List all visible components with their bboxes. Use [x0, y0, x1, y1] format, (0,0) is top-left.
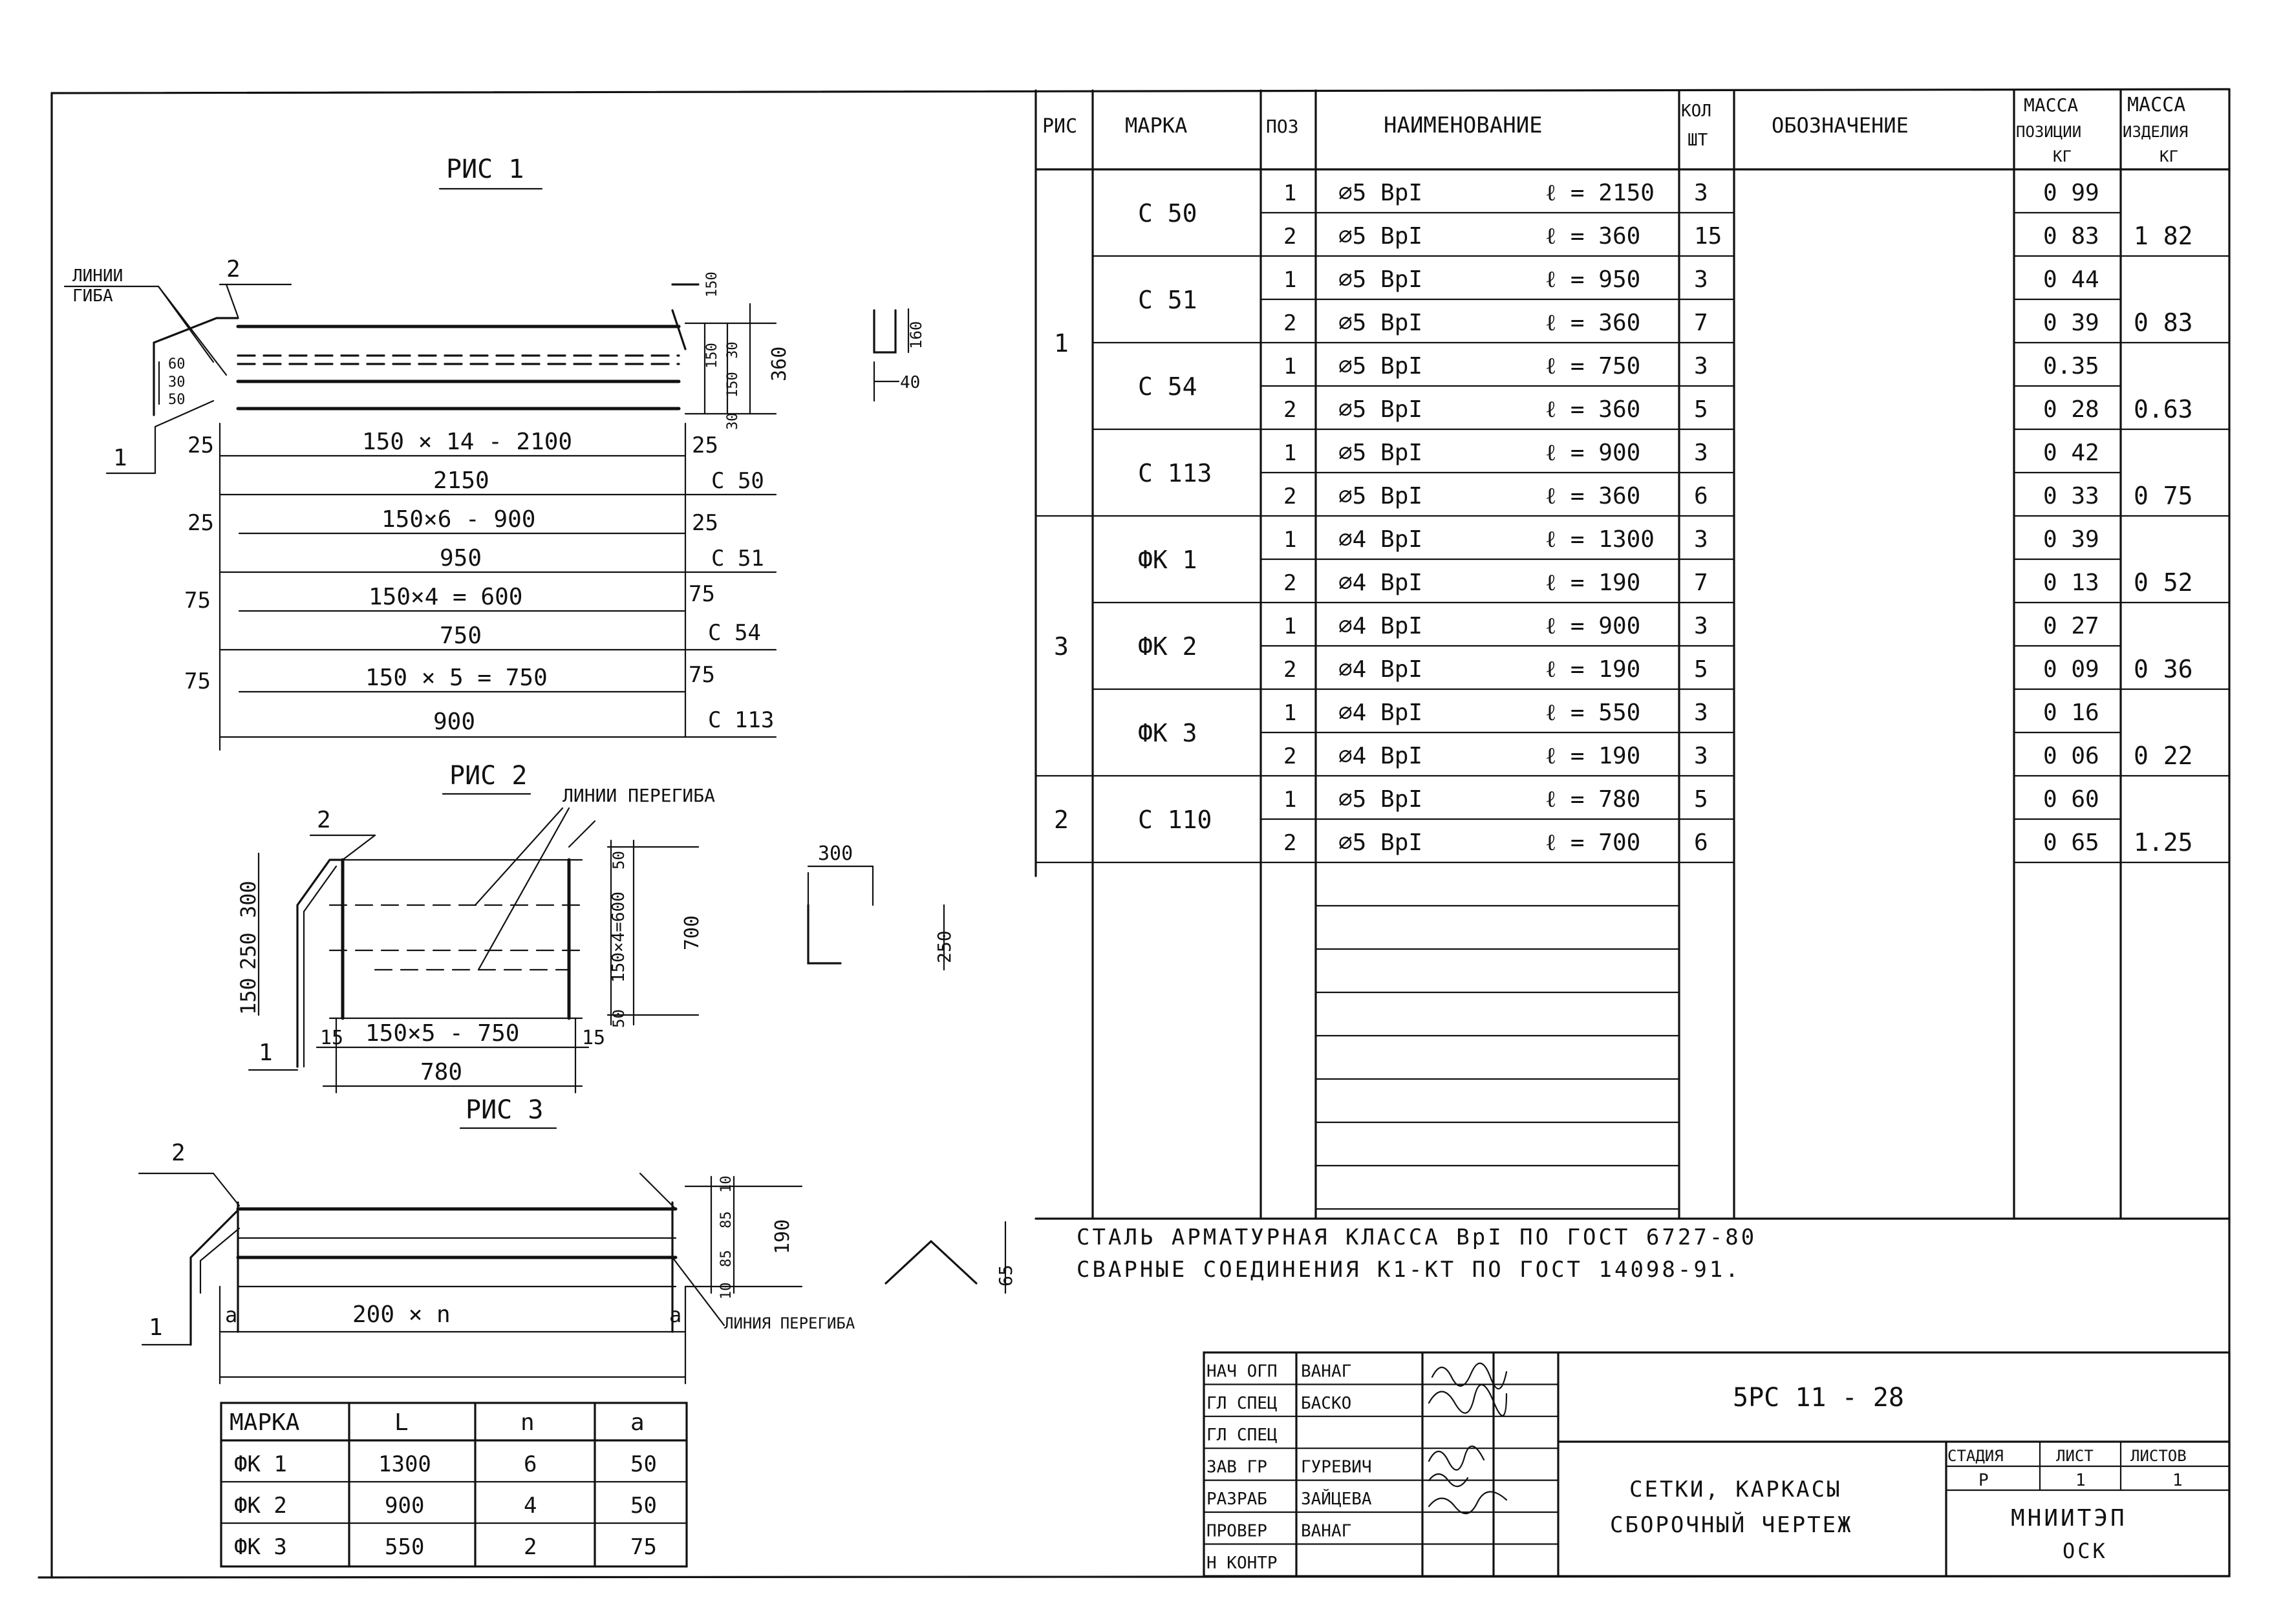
spec-mark: ФК 2: [1138, 632, 1197, 661]
sheets-value: 1: [2172, 1471, 2183, 1490]
fig1-side-dim-4: 150: [725, 372, 741, 398]
spec-mass-pos: 0 27: [2043, 613, 2099, 639]
spec-mass-item: 0.63: [2134, 395, 2193, 423]
spec-length: ℓ = 190: [1545, 743, 1641, 769]
fig2-end-1: 15: [320, 1027, 344, 1049]
spec-diameter: ⌀5 BpI: [1338, 786, 1423, 813]
fig1-side-dim-1: 150: [704, 272, 720, 297]
spec-length: ℓ = 190: [1545, 656, 1641, 683]
note-2: СВАРНЫЕ СОЕДИНЕНИЯ К1-КТ ПО ГОСТ 14098-91.: [1077, 1257, 1741, 1283]
title-block-role: ПРОВЕР: [1206, 1521, 1267, 1541]
fig1-row4-mark: С 113: [708, 707, 775, 733]
signatures: [1429, 1363, 1506, 1513]
frame-table-r2-c2: 900: [385, 1493, 425, 1519]
spec-mass-pos: 0 60: [2043, 786, 2099, 813]
fig2-length: 780: [420, 1059, 463, 1085]
spec-diameter: ⌀4 BpI: [1338, 656, 1423, 683]
frame-table-r1-c3: 6: [524, 1451, 537, 1477]
frame-table-r1-c1: ФК 1: [234, 1451, 287, 1477]
spec-qty: 5: [1694, 656, 1708, 683]
drawing-title-1: СЕТКИ, КАРКАСЫ: [1629, 1477, 1842, 1502]
fig2-title: РИС 2: [449, 761, 528, 791]
fig1-title: РИС 1: [446, 155, 524, 184]
spec-mass-pos: 0 65: [2043, 829, 2099, 856]
spec-header-oboz: ОБОЗНАЧЕНИЕ: [1772, 113, 1909, 138]
fig3-side-dim-5: 190: [771, 1219, 794, 1254]
spec-rows: [1036, 180, 2229, 862]
spec-length: ℓ = 750: [1545, 353, 1641, 379]
spec-poz: 1: [1283, 354, 1297, 379]
figure-3-frame: [139, 1095, 1016, 1384]
spec-length: ℓ = 950: [1545, 266, 1641, 293]
fig2-left-dim-1: 300: [236, 881, 261, 918]
frame-table-header-l: L: [394, 1409, 409, 1436]
spec-mass-pos: 0 44: [2043, 266, 2099, 293]
fig1-side-dim-5: 30: [725, 412, 741, 430]
spec-poz: 2: [1283, 310, 1297, 336]
fig2-spacing: 150×5 - 750: [365, 1020, 520, 1047]
fig1-row2-spacing: 150×6 - 900: [381, 506, 536, 533]
spec-length: ℓ = 1300: [1545, 526, 1655, 553]
title-block-role: РАЗРАБ: [1206, 1490, 1267, 1509]
fig3-side-dim-4: 10: [718, 1282, 734, 1299]
fig1-row3-length: 750: [440, 623, 482, 649]
spec-diameter: ⌀5 BpI: [1338, 396, 1423, 423]
frame-table-r2-c4: 50: [630, 1493, 657, 1519]
spec-header-mass-pos-2: ПОЗИЦИИ: [2016, 123, 2082, 141]
fig2-right-dim-1: 50: [610, 851, 628, 870]
spec-poz: 1: [1283, 180, 1297, 206]
spec-length: ℓ = 900: [1545, 440, 1641, 466]
spec-header-mass-item-2: ИЗДЕЛИЯ: [2123, 123, 2189, 141]
spec-mark: С 113: [1138, 459, 1212, 487]
title-block-rows: [1204, 1362, 1558, 1572]
fig2-left-dim-2: 250: [236, 932, 261, 970]
fig1-left-dim-3: 50: [168, 392, 186, 408]
spec-poz: 1: [1283, 614, 1297, 639]
notes: [1077, 1224, 1757, 1283]
frame-table-header-n: n: [520, 1409, 535, 1436]
spec-qty: 3: [1694, 353, 1708, 379]
spec-header-mass-item-1: МАССА: [2127, 94, 2186, 116]
fig1-row1-length: 2150: [433, 467, 489, 494]
spec-poz: 2: [1283, 570, 1297, 596]
spec-qty: 7: [1694, 310, 1708, 336]
spec-header-mass-pos-3: КГ: [2053, 147, 2072, 166]
fig3-side-dim-3: 85: [718, 1250, 734, 1267]
spec-length: ℓ = 900: [1545, 613, 1641, 639]
title-block-name: ВАНАГ: [1301, 1521, 1352, 1541]
spec-diameter: ⌀4 BpI: [1338, 700, 1423, 726]
spec-mass-pos: 0.35: [2043, 353, 2099, 379]
spec-mass-item: 1 82: [2134, 222, 2193, 250]
fig1-end-2: 25: [692, 433, 718, 458]
spec-mass-pos: 0 06: [2043, 743, 2099, 769]
spec-qty: 3: [1694, 743, 1708, 769]
fig1-end-5: 75: [184, 588, 211, 614]
spec-poz: 1: [1283, 527, 1297, 553]
spec-mass-pos: 0 16: [2043, 700, 2099, 726]
spec-header-mass-item-3: КГ: [2160, 147, 2178, 166]
frame-table-r2-c3: 4: [524, 1493, 537, 1519]
spec-mass-pos: 0 39: [2043, 310, 2099, 336]
title-block-name: ВАНАГ: [1301, 1362, 1352, 1382]
spec-diameter: ⌀4 BpI: [1338, 743, 1423, 769]
stage-value: Р: [1978, 1471, 1989, 1490]
spec-diameter: ⌀5 BpI: [1338, 440, 1423, 466]
fig2-left-dim-3: 150: [236, 978, 261, 1015]
fig1-side-dim-3: 30: [725, 341, 741, 359]
fig3-title: РИС 3: [466, 1095, 544, 1125]
fig1-end-4: 25: [692, 510, 718, 536]
spec-diameter: ⌀4 BpI: [1338, 526, 1423, 553]
spec-diameter: ⌀5 BpI: [1338, 483, 1423, 509]
fig1-row2-length: 950: [440, 545, 482, 572]
drawing-title-2: СБОРОЧНЫЙ ЧЕРТЕЖ: [1610, 1512, 1853, 1538]
spec-empty-rows: [1316, 906, 1679, 1209]
title-block-role: НАЧ ОГП: [1206, 1362, 1278, 1382]
spec-qty: 5: [1694, 786, 1708, 813]
title-block-role: ГЛ СПЕЦ: [1206, 1426, 1278, 1446]
drawing-code: 5РС 11 - 28: [1733, 1383, 1904, 1413]
spec-qty: 3: [1694, 526, 1708, 553]
fig3-pos2: 2: [171, 1140, 186, 1166]
title-block-role: ГЛ СПЕЦ: [1206, 1393, 1278, 1413]
spec-header-ris: РИС: [1042, 115, 1078, 138]
spec-mark: С 110: [1138, 806, 1212, 834]
spec-mass-item: 1.25: [2134, 828, 2193, 857]
fig1-end-7: 75: [184, 668, 211, 694]
fig1-side-dim-6: 360: [768, 346, 791, 381]
spec-header-mass-pos-1: МАССА: [2024, 94, 2079, 116]
spec-length: ℓ = 360: [1545, 223, 1641, 250]
spec-mass-item: 0 36: [2134, 655, 2193, 683]
spec-qty: 6: [1694, 483, 1708, 509]
spec-mass-item: 0 83: [2134, 308, 2193, 337]
organization: МНИИТЭП: [2011, 1505, 2127, 1532]
frame-table-r3-c4: 75: [630, 1534, 657, 1560]
note-1: СТАЛЬ АРМАТУРНАЯ КЛАССА BpI ПО ГОСТ 6727-80: [1077, 1224, 1757, 1250]
spec-diameter: ⌀5 BpI: [1338, 266, 1423, 293]
frame-dimension-table: [221, 1403, 687, 1566]
frame-table-header-marka: МАРКА: [230, 1409, 300, 1436]
sheets-header: ЛИСТОВ: [2130, 1447, 2187, 1465]
specification-table: [1036, 91, 2229, 1219]
spec-header-kol: КОЛ: [1681, 102, 1711, 121]
fig1-row3-spacing: 150×4 = 600: [369, 584, 523, 610]
fig3-side-dim-2: 85: [718, 1211, 734, 1228]
spec-qty: 3: [1694, 700, 1708, 726]
fig1-row1-spacing: 150 × 14 - 2100: [362, 429, 573, 455]
sheet-header: ЛИСТ: [2056, 1447, 2094, 1465]
spec-diameter: ⌀4 BpI: [1338, 570, 1423, 596]
figure-1-mesh: [65, 155, 925, 750]
fig3-end-right: a: [669, 1303, 682, 1327]
fig3-side-dim-1: 10: [718, 1175, 734, 1193]
spec-poz: 2: [1283, 743, 1297, 769]
spec-mass-item: 0 22: [2134, 742, 2193, 770]
sheet-frame: [39, 89, 2229, 1577]
fig1-end-8: 75: [689, 662, 715, 688]
spec-header-name: НАИМЕНОВАНИЕ: [1384, 112, 1543, 138]
spec-diameter: ⌀4 BpI: [1338, 613, 1423, 639]
fig2-right-dim-2: 150×4=600: [609, 892, 628, 983]
fig1-end-3: 25: [188, 510, 214, 536]
spec-diameter: ⌀5 BpI: [1338, 180, 1423, 206]
fig1-left-dim-1: 60: [168, 356, 186, 372]
spec-mark: ФК 1: [1138, 546, 1197, 574]
fig3-bend-label: ЛИНИЯ ПЕРЕГИБА: [724, 1314, 855, 1332]
title-block-role: ЗАВ ГР: [1206, 1457, 1267, 1477]
spec-mass-pos: 0 33: [2043, 483, 2099, 509]
spec-qty: 3: [1694, 266, 1708, 293]
spec-length: ℓ = 360: [1545, 483, 1641, 509]
spec-length: ℓ = 700: [1545, 829, 1641, 856]
fig1-row2-mark: С 51: [711, 546, 764, 572]
fig2-profile-dim-1: 300: [818, 842, 853, 865]
organization-dept: ОСК: [2063, 1539, 2108, 1563]
spec-mass-pos: 0 99: [2043, 180, 2099, 206]
spec-poz: 1: [1283, 700, 1297, 726]
spec-diameter: ⌀5 BpI: [1338, 223, 1423, 250]
fig2-pos1: 1: [259, 1040, 273, 1066]
fig1-side-dim-2: 150: [704, 343, 720, 369]
fig2-height: 700: [681, 915, 703, 950]
spec-mass-pos: 0 83: [2043, 223, 2099, 250]
fig3-angle-dim: 65: [995, 1265, 1016, 1287]
spec-diameter: ⌀5 BpI: [1338, 829, 1423, 856]
fig1-end-1: 25: [188, 433, 214, 458]
sheet-value: 1: [2075, 1471, 2086, 1490]
spec-mass-pos: 0 28: [2043, 396, 2099, 423]
fig1-profile-dim-1: 160: [907, 321, 925, 349]
fig2-pos2: 2: [317, 807, 331, 833]
spec-length: ℓ = 360: [1545, 396, 1641, 423]
title-block: [1204, 1352, 2229, 1576]
spec-poz: 2: [1283, 657, 1297, 683]
spec-mark: ФК 3: [1138, 719, 1197, 747]
spec-length: ℓ = 360: [1545, 310, 1641, 336]
spec-length: ℓ = 780: [1545, 786, 1641, 813]
spec-poz: 2: [1283, 397, 1297, 423]
spec-poz: 1: [1283, 267, 1297, 293]
spec-mass-item: 0 52: [2134, 568, 2193, 597]
spec-qty: 5: [1694, 396, 1708, 423]
spec-header-sht: ШТ: [1688, 131, 1708, 150]
spec-poz: 1: [1283, 787, 1297, 813]
spec-header-poz: ПОЗ: [1266, 116, 1299, 137]
spec-mass-pos: 0 13: [2043, 570, 2099, 596]
fig3-end-left: a: [225, 1303, 238, 1327]
spec-poz: 2: [1283, 224, 1297, 250]
spec-mass-pos: 0 42: [2043, 440, 2099, 466]
spec-ris: 3: [1054, 632, 1069, 661]
spec-qty: 3: [1694, 180, 1708, 206]
spec-qty: 3: [1694, 440, 1708, 466]
spec-mass-pos: 0 39: [2043, 526, 2099, 553]
spec-qty: 7: [1694, 570, 1708, 596]
title-block-name: ГУРЕВИЧ: [1301, 1457, 1372, 1477]
frame-table-r3-c3: 2: [524, 1534, 537, 1560]
frame-table-r1-c2: 1300: [378, 1451, 431, 1477]
title-block-name: БАСКО: [1301, 1393, 1352, 1413]
spec-qty: 3: [1694, 613, 1708, 639]
spec-mark: С 51: [1138, 286, 1197, 314]
spec-length: ℓ = 2150: [1545, 180, 1655, 206]
spec-diameter: ⌀5 BpI: [1338, 353, 1423, 379]
fig1-left-dim-2: 30: [168, 374, 186, 390]
frame-table-r3-c1: ФК 3: [234, 1534, 287, 1560]
spec-length: ℓ = 190: [1545, 570, 1641, 596]
fig1-bend-label-1: ЛИНИИ: [72, 266, 123, 286]
fig1-bend-label-2: ГИБА: [72, 286, 113, 306]
spec-qty: 15: [1694, 223, 1722, 250]
frame-table-r3-c2: 550: [385, 1534, 425, 1560]
spec-poz: 2: [1283, 484, 1297, 509]
fig1-row4-spacing: 150 × 5 = 750: [365, 665, 548, 691]
fig1-row4-length: 900: [433, 709, 476, 735]
fig3-spacing: 200 × n: [352, 1301, 451, 1328]
spec-qty: 6: [1694, 829, 1708, 856]
fig2-right-dim-3: 50: [610, 1009, 628, 1028]
title-block-role: Н КОНТР: [1206, 1553, 1278, 1573]
spec-mass-item: 0 75: [2134, 482, 2193, 510]
fig1-profile-dim-2: 40: [900, 373, 921, 392]
fig1-pos1: 1: [113, 445, 127, 471]
spec-poz: 2: [1283, 830, 1297, 856]
stage-header: СТАДИЯ: [1947, 1447, 2004, 1465]
frame-table-r2-c1: ФК 2: [234, 1493, 287, 1519]
spec-mark: С 50: [1138, 199, 1197, 228]
spec-poz: 1: [1283, 440, 1297, 466]
spec-mark: С 54: [1138, 372, 1197, 401]
fig1-pos2: 2: [226, 256, 241, 283]
fig1-row1-mark: С 50: [711, 468, 764, 494]
fig2-bend-label: ЛИНИИ ПЕРЕГИБА: [563, 785, 716, 806]
frame-table-r1-c4: 50: [630, 1451, 657, 1477]
frame-table-header-a: a: [630, 1409, 645, 1436]
spec-ris: 2: [1054, 806, 1069, 834]
title-block-name: ЗАЙЦЕВА: [1301, 1490, 1372, 1509]
spec-diameter: ⌀5 BpI: [1338, 310, 1423, 336]
fig1-row3-mark: С 54: [708, 620, 761, 646]
spec-ris: 1: [1054, 329, 1069, 358]
spec-header-marka: МАРКА: [1125, 113, 1188, 138]
fig2-profile-dim-2: 250: [934, 930, 955, 963]
spec-mass-pos: 0 09: [2043, 656, 2099, 683]
spec-length: ℓ = 550: [1545, 700, 1641, 726]
figure-2-mesh: [236, 761, 955, 1093]
fig2-end-2: 15: [582, 1027, 606, 1049]
fig1-end-6: 75: [689, 581, 715, 607]
fig3-pos1: 1: [149, 1314, 163, 1341]
